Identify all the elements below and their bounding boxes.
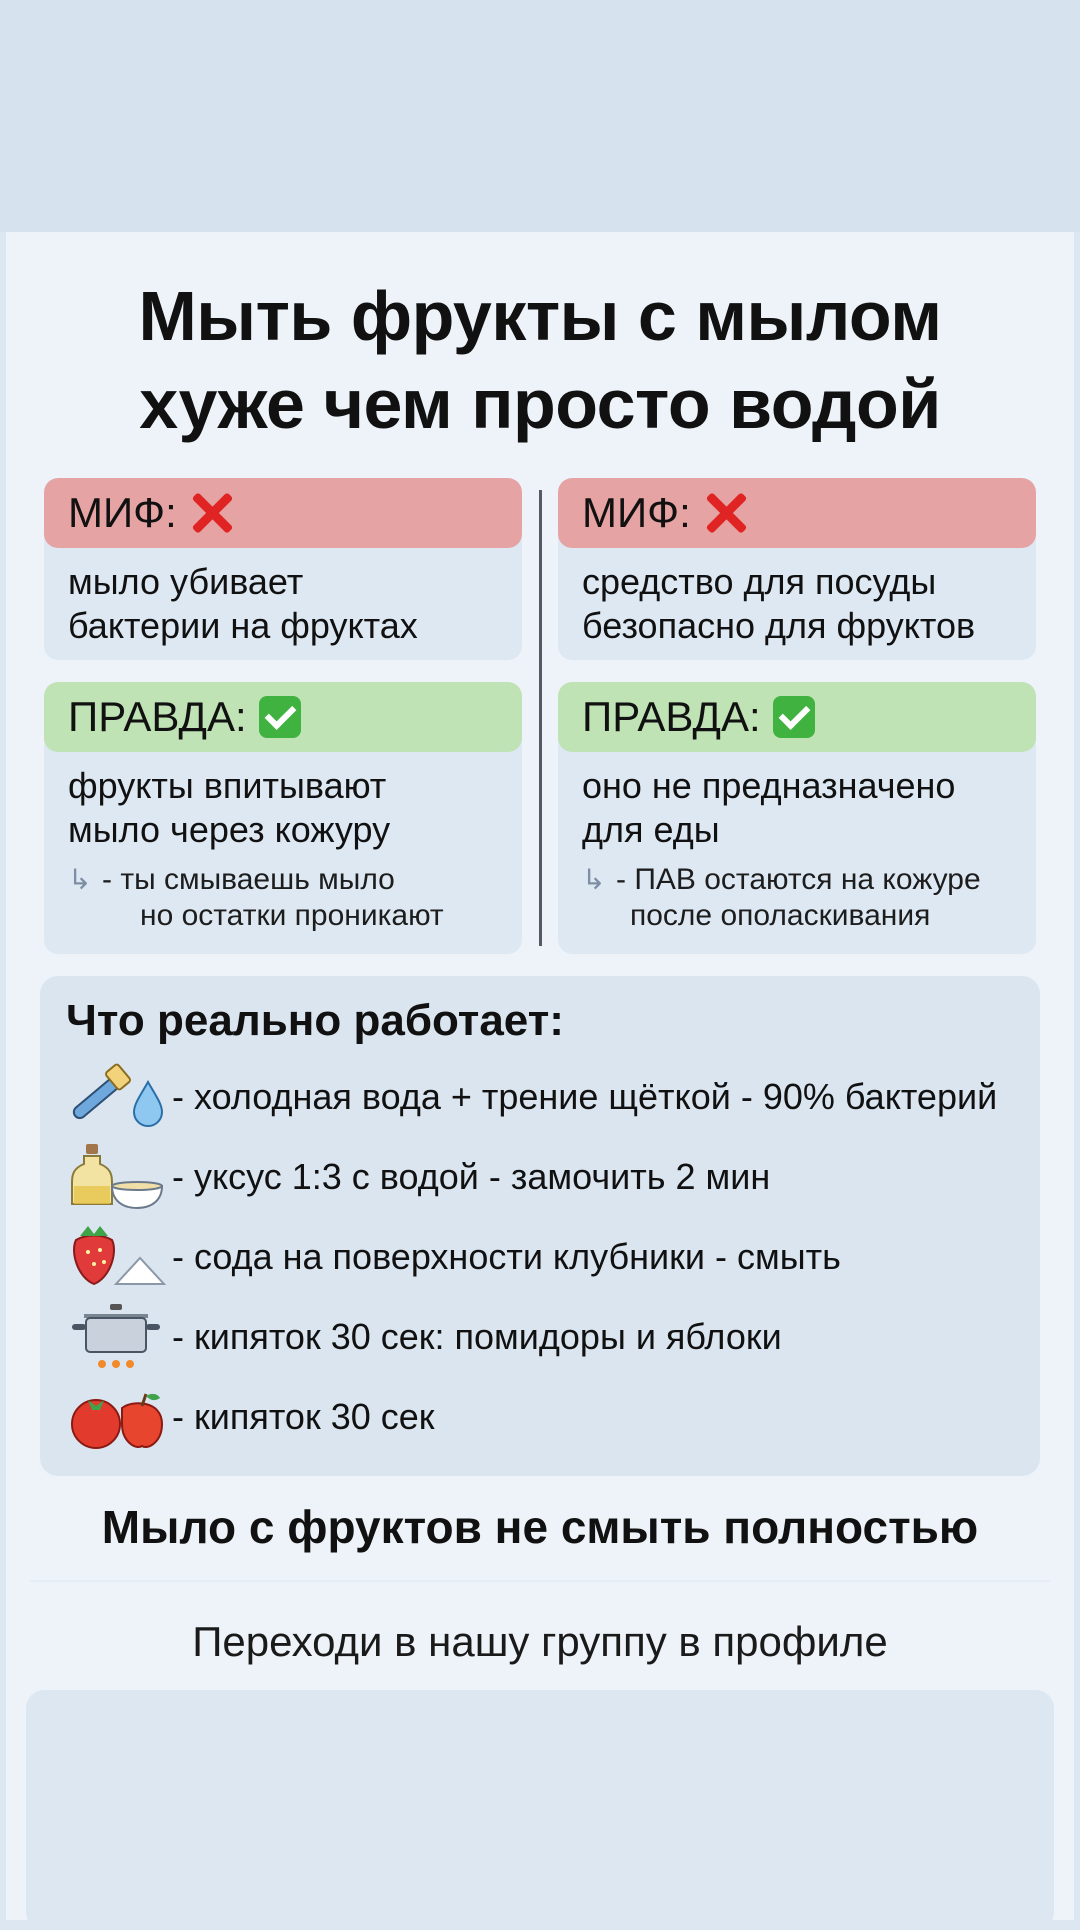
right-myth-label: МИФ: (582, 489, 691, 536)
vinegar-bottle-and-bowl-icon (66, 1142, 166, 1212)
right-truth-box (558, 682, 1036, 954)
list-item-text: - кипяток 30 сек (172, 1396, 435, 1437)
right-myth-box (558, 478, 1036, 660)
right-truth-line-1: оно не предназначено (582, 765, 956, 806)
brush-and-water-drop-icon (66, 1062, 166, 1132)
left-myth-text (44, 548, 522, 648)
right-truth-header (558, 682, 1036, 752)
left-truth-label: ПРАВДА: (68, 693, 247, 740)
right-myth-line-1: средство для посуды (582, 561, 937, 602)
return-arrow-icon: ↳ (582, 864, 606, 895)
tomato-and-apple-icon (66, 1382, 166, 1452)
left-truth-header (44, 682, 522, 752)
left-truth-text (44, 752, 522, 934)
left-myth-box (44, 478, 522, 660)
what-works-panel (40, 976, 1040, 1476)
right-myth-header (558, 478, 1036, 548)
strawberry-and-soda-icon (66, 1222, 166, 1292)
list-item-text: - холодная вода + трение щёткой - 90% бактерий (172, 1076, 998, 1117)
right-truth-text (558, 752, 1036, 934)
list-item (66, 1302, 782, 1372)
top-background-band (0, 0, 1080, 232)
left-note-line-2: но остатки проникают (140, 899, 444, 932)
title-line-1: Мыть фрукты с мылом (138, 277, 942, 355)
left-myth-label: МИФ: (68, 489, 177, 536)
right-note-line-2: после ополаскивания (630, 899, 931, 932)
cross-icon (703, 490, 749, 536)
left-note-line-1: - ты смываешь мыло (102, 863, 395, 896)
column-divider (539, 490, 542, 946)
bottom-panel (26, 1690, 1054, 1930)
left-myth-header (44, 478, 522, 548)
right-note-line-1: - ПАВ остаются на кожуре (616, 863, 981, 896)
list-item-text: - кипяток 30 сек: помидоры и яблоки (172, 1316, 782, 1357)
right-truth-label: ПРАВДА: (582, 693, 761, 740)
footer-call-to-action: Переходи в нашу группу в профиле (192, 1618, 888, 1665)
left-truth-box (44, 682, 522, 954)
boiling-pot-icon (66, 1302, 166, 1372)
list-item-text: - сода на поверхности клубники - смыть (172, 1236, 841, 1277)
footer-conclusion: Мыло с фруктов не смыть полностью (101, 1501, 979, 1553)
page-title (0, 272, 1080, 448)
list-item (66, 1142, 770, 1212)
list-item (66, 1062, 997, 1132)
left-myth-line-1: мыло убивает (68, 561, 304, 602)
right-myth-text (558, 548, 1036, 648)
left-truth-line-1: фрукты впитывают (68, 765, 387, 806)
list-item (66, 1382, 435, 1452)
right-truth-line-2: для еды (582, 809, 720, 850)
return-arrow-icon: ↳ (68, 864, 92, 895)
footer-separator (30, 1580, 1050, 1582)
list-item-text: - уксус 1:3 с водой - замочить 2 мин (172, 1156, 771, 1197)
right-truth-note (582, 862, 1012, 934)
list-item (66, 1222, 841, 1292)
left-truth-note (68, 862, 498, 934)
what-works-title: Что реально работает: (66, 996, 564, 1045)
check-icon (773, 696, 815, 738)
right-myth-line-2: безопасно для фруктов (582, 605, 976, 646)
left-myth-line-2: бактерии на фруктах (68, 605, 418, 646)
cross-icon (189, 490, 235, 536)
check-icon (259, 696, 301, 738)
left-truth-line-2: мыло через кожуру (68, 809, 391, 850)
title-line-2: хуже чем просто водой (139, 365, 941, 443)
